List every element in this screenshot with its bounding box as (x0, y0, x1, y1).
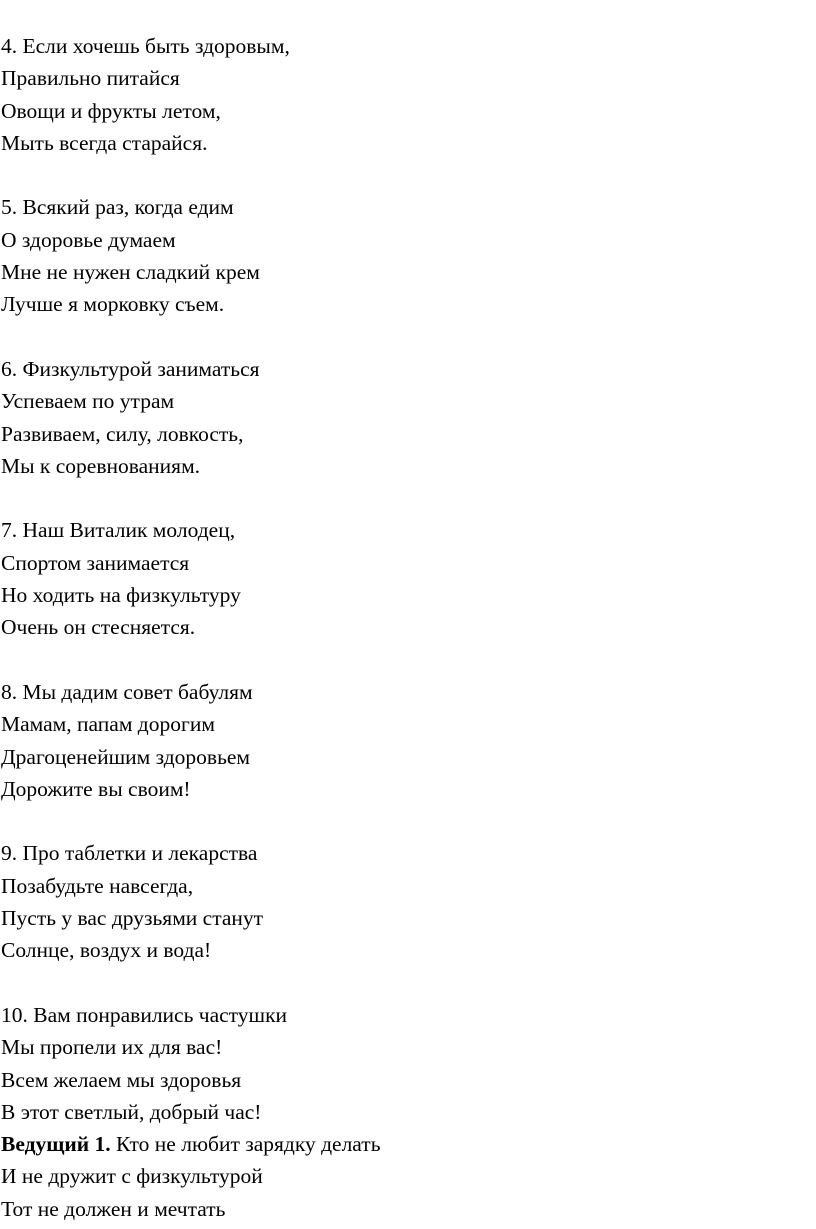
host-first-line (0, 1128, 816, 1160)
verse-line: 8. Мы дадим совет бабулям (1, 679, 253, 704)
verse-line: Успеваем по утрам (1, 389, 175, 414)
verse-line: 10. Вам понравились частушки (1, 1002, 288, 1027)
stanza-4 (0, 30, 816, 159)
stanza-6 (0, 353, 816, 482)
verse-line: О здоровье думаем (1, 227, 176, 252)
verse-line: 7. Наш Виталик молодец, (1, 518, 236, 543)
verse-line: В этот светлый, добрый час! (1, 1099, 262, 1124)
verse-line: Мамам, папам дорогим (1, 712, 215, 737)
verse-line: Пусть у вас друзьями станут (1, 906, 264, 931)
verse-line: Мыть всегда старайся. (1, 130, 208, 155)
verse-line: Позабудьте навсегда, (1, 873, 194, 898)
verse-line: Очень он стесняется. (1, 615, 196, 640)
stanza-10 (0, 999, 816, 1128)
verse-line: 6. Физкультурой заниматься (1, 356, 260, 381)
verse-line: Драгоценейшим здоровьем (1, 744, 251, 769)
document-page (0, 30, 816, 1225)
verse-line: Спортом занимается (1, 550, 190, 575)
verse-line: Дорожите вы своим! (1, 776, 191, 801)
stanza-7 (0, 514, 816, 643)
verse-line: 4. Если хочешь быть здоровым, (1, 34, 290, 58)
verse-line: Лучше я морковку съем. (1, 292, 225, 317)
verse-line: Мы к соревнованиям. (1, 453, 201, 478)
stanza-8 (0, 676, 816, 805)
host-speech (0, 1128, 816, 1225)
host-line-text: Кто не любит зарядку делать (110, 1132, 381, 1157)
verse-line: Солнце, воздух и вода! (1, 938, 212, 963)
verse-line: Тот не должен и мечтать (1, 1196, 226, 1221)
verse-line: Но ходить на физкультуру (1, 583, 241, 608)
verse-line: 9. Про таблетки и лекарства (1, 841, 258, 866)
stanza-5 (0, 191, 816, 320)
verse-line: Овощи и фрукты летом, (1, 98, 221, 123)
verse-line: И не дружит с физкультурой (1, 1164, 263, 1189)
verse-line: Всем желаем мы здоровья (1, 1067, 242, 1092)
stanza-9 (0, 837, 816, 966)
verse-line: 5. Всякий раз, когда едим (1, 195, 234, 220)
verse-line: Мне не нужен сладкий крем (1, 260, 260, 285)
verse-line: Развиваем, силу, ловкость, (1, 421, 244, 446)
speaker-label: Ведущий 1. (1, 1132, 111, 1157)
verse-line: Правильно питайся (1, 66, 180, 91)
verse-line: Мы пропели их для вас! (1, 1035, 223, 1060)
